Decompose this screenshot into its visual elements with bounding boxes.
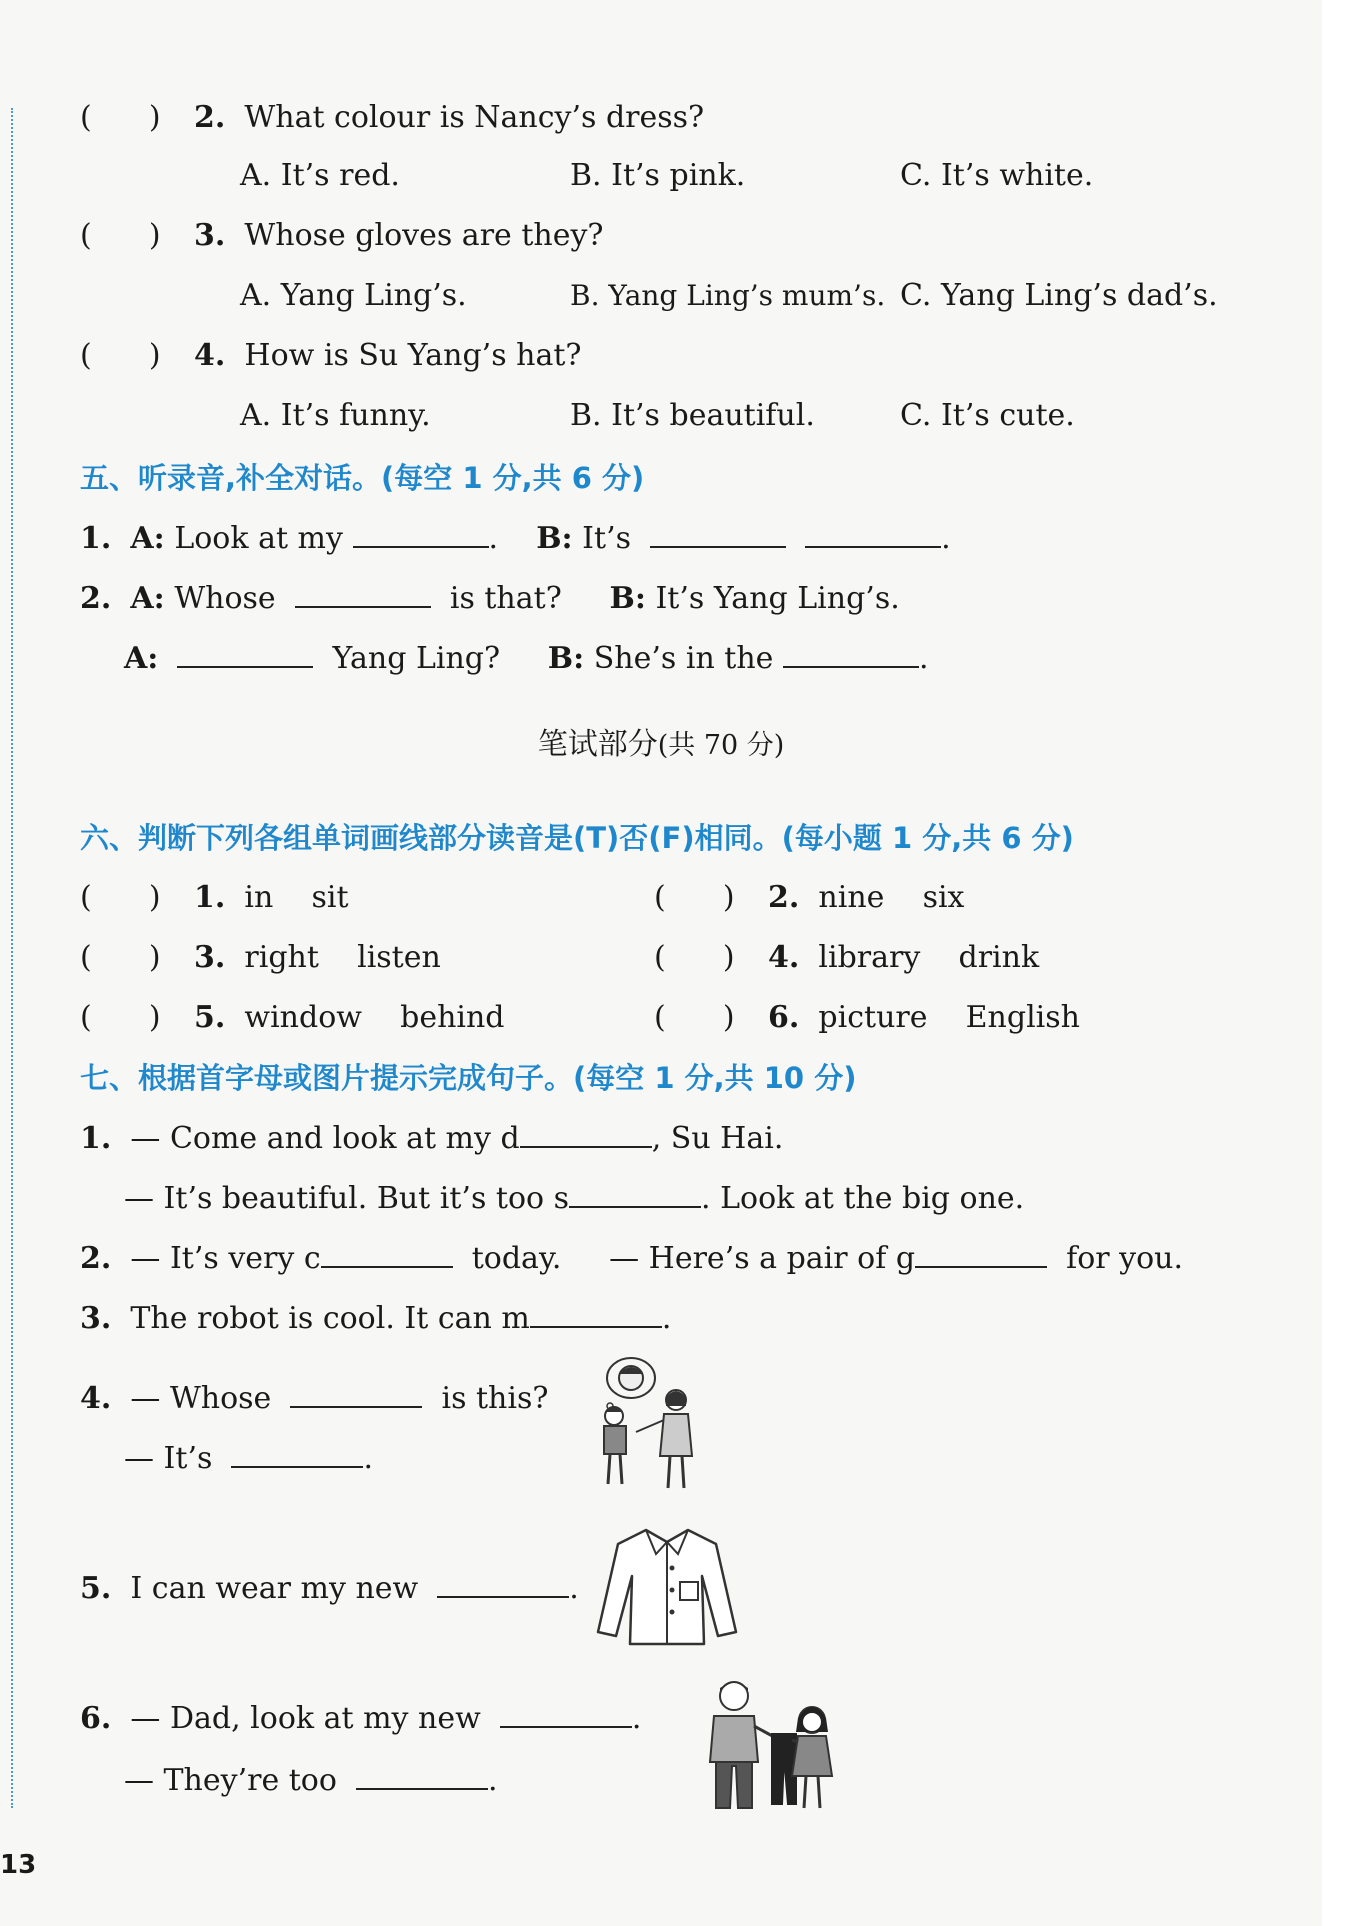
answer-bracket[interactable]: ( ) [654,880,735,915]
speaker-a: A: [124,641,159,676]
section5-line-1: 1. A: Look at my . B: It’s . [80,521,951,556]
answer-blank[interactable] [520,1120,652,1148]
sentence-1-line-1 [80,1120,783,1157]
answer-blank[interactable] [569,1180,701,1208]
answer-blank[interactable] [530,1300,662,1328]
dialogue-text: is that? [449,581,562,616]
answer-blank[interactable] [177,640,313,668]
answer-blank[interactable] [437,1570,569,1598]
word-1: nine [818,880,885,915]
word-1: library [818,940,921,975]
section5-line-3: A: Yang Ling? B: She’s in the . [124,641,929,676]
phonics-item-1 [80,880,349,916]
question-number: 3. [194,218,226,253]
sentence-6-line-2: — They’re too . [124,1763,498,1798]
dad-and-girl-picture [696,1676,842,1816]
word-1: right [244,940,319,975]
option-c: C. Yang Ling’s dad’s. [900,278,1218,313]
word-1: in [244,880,274,915]
whose-clothes-picture [596,1356,706,1496]
word-2: English [965,1000,1080,1035]
question-number: 1. [194,880,226,915]
question-3 [80,218,603,254]
option-c: C. It’s cute. [900,398,1075,433]
sentence-text: — Come and look at my d [130,1121,520,1156]
answer-bracket[interactable]: ( ) [80,218,161,253]
option-c: C. It’s white. [900,158,1094,193]
section-6-title: 六、判断下列各组单词画线部分读音是(T)否(F)相同。(每小题 1 分,共 6 分) [80,821,1074,855]
question-number: 2. [194,100,226,135]
question-number: 3. [194,940,226,975]
written-score: (共 70 分) [657,730,785,761]
answer-blank[interactable] [356,1762,488,1790]
sentence-text: — It’s [124,1441,213,1476]
question-number: 4. [80,1381,112,1416]
sentence-text: — Dad, look at my new [130,1701,481,1736]
option-b: B. Yang Ling’s mum’s. [570,279,886,312]
question-number: 4. [194,338,226,373]
dialogue-text: She’s in the [593,641,774,676]
dialogue-text: Whose [174,581,276,616]
dialogue-text: It’s Yang Ling’s. [655,581,900,616]
sentence-text: — Whose [130,1381,272,1416]
answer-blank[interactable] [231,1440,363,1468]
sentence-2 [80,1240,1183,1277]
speaker-a: A: [130,581,165,616]
answer-bracket[interactable]: ( ) [80,940,161,975]
phonics-item-5 [80,1000,505,1036]
sentence-text: The robot is cool. It can m [130,1301,530,1336]
speaker-b: B: [547,641,585,676]
sentence-5: 5. I can wear my new . [80,1571,579,1606]
option-a: A. It’s funny. [240,398,431,433]
section-7-title: 七、根据首字母或图片提示完成句子。(每空 1 分,共 10 分) [80,1061,857,1095]
option-a: A. Yang Ling’s. [240,278,467,313]
sentence-text: — It’s very c [130,1241,321,1276]
word-2: drink [958,940,1040,975]
question-text: What colour is Nancy’s dress? [244,100,705,135]
sentence-text: . Look at the big one. [701,1181,1025,1216]
sentence-text: for you. [1066,1241,1184,1276]
option-a: A. It’s red. [240,158,400,193]
answer-blank[interactable] [650,520,786,548]
answer-bracket[interactable]: ( ) [80,338,161,373]
dialogue-text: Look at my [174,521,343,556]
phonics-item-3 [80,940,441,976]
word-1: window [244,1000,362,1035]
answer-blank[interactable] [805,520,941,548]
question-number: 2. [768,880,800,915]
question-number: 5. [80,1571,112,1606]
sentence-6-line-1: 6. — Dad, look at my new . [80,1701,642,1736]
section5-line-2 [80,580,900,617]
answer-bracket[interactable]: ( ) [80,880,161,915]
question-text: Whose gloves are they? [244,218,604,253]
word-2: behind [400,1000,505,1035]
shirt-picture [594,1524,740,1650]
sentence-4-line-1 [80,1380,548,1417]
question-number: 3. [80,1301,112,1336]
question-number: 2. [80,1241,112,1276]
sentence-3: 3. The robot is cool. It can m . [80,1301,672,1336]
answer-bracket[interactable]: ( ) [654,1000,735,1035]
answer-bracket[interactable]: ( ) [80,1000,161,1035]
question-number: 4. [768,940,800,975]
sentence-text: today. [471,1241,562,1276]
question-number: 6. [768,1000,800,1035]
answer-blank[interactable] [290,1380,422,1408]
dialogue-text: Yang Ling? [332,641,501,676]
question-number: 1. [80,1121,112,1156]
sentence-1-line-2 [124,1180,1024,1217]
answer-bracket[interactable]: ( ) [654,940,735,975]
sentence-text: , Su Hai. [651,1121,784,1156]
written-part-title [0,727,1322,764]
sentence-text: — They’re too [124,1763,337,1798]
answer-blank[interactable] [321,1240,453,1268]
question-4 [80,338,581,374]
phonics-item-4 [654,940,1039,976]
phonics-item-6 [654,1000,1080,1036]
sentence-4-line-2: — It’s . [124,1441,373,1476]
speaker-a: A: [130,521,165,556]
phonics-item-2 [654,880,964,916]
written-title-text: 笔试部分 [537,727,658,762]
answer-blank[interactable] [353,520,489,548]
speaker-b: B: [609,581,646,616]
word-2: sit [311,880,349,915]
page-number: 13 [0,1850,37,1880]
sentence-text: — It’s beautiful. But it’s too s [124,1181,570,1216]
sentence-text: I can wear my new [130,1571,419,1606]
answer-blank[interactable] [295,580,431,608]
section-5-title: 五、听录音,补全对话。(每空 1 分,共 6 分) [80,461,645,495]
option-b: B. It’s beautiful. [570,398,815,433]
question-number: 2. [80,581,112,616]
dialogue-text: It’s [582,521,632,556]
word-2: six [922,880,965,915]
answer-bracket[interactable]: ( ) [80,100,161,135]
word-1: picture [818,1000,928,1035]
answer-blank[interactable] [500,1700,632,1728]
question-text: How is Su Yang’s hat? [244,338,582,373]
question-2 [80,100,704,136]
sentence-text: — Here’s a pair of g [609,1241,916,1276]
answer-blank[interactable] [915,1240,1047,1268]
answer-blank[interactable] [783,640,919,668]
question-number: 5. [194,1000,226,1035]
option-b: B. It’s pink. [570,158,746,193]
question-number: 1. [80,521,112,556]
word-2: listen [357,940,441,975]
question-number: 6. [80,1701,112,1736]
sentence-text: is this? [441,1381,549,1416]
binding-margin-line [11,108,13,1808]
speaker-b: B: [536,521,573,556]
